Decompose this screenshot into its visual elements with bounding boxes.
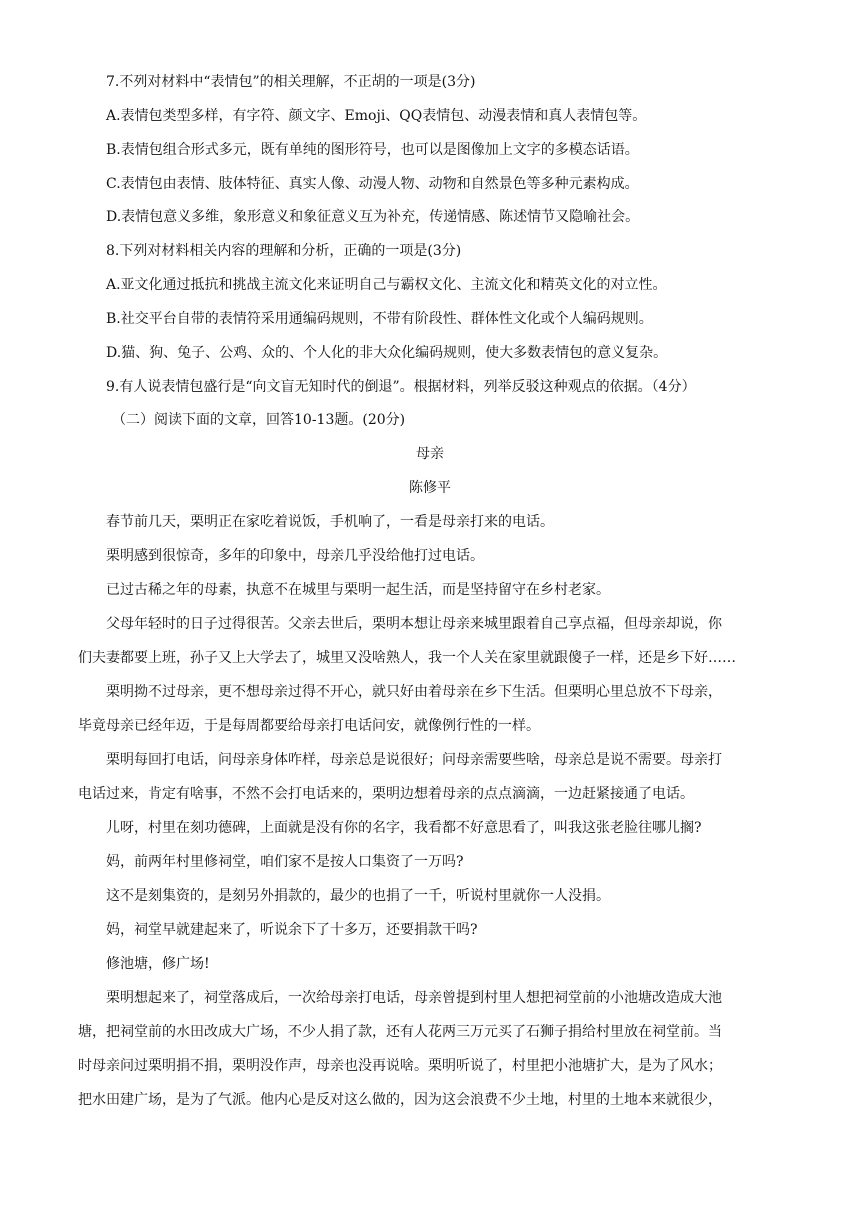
question-7: 7.不列对材料中“表情包”的相关理解，不正胡的一项是(3分) (106, 74, 476, 90)
question-8-option-d: D.猫、狗、兔子、公鸡、众的、个人化的非大众化编码规则，使大多数表情包的意义复杂。 (106, 345, 668, 361)
paragraph: 妈，祠堂早就建起来了，听说余下了十多万，还要捐款干吗? (106, 922, 478, 938)
paragraph-continuation: 时母亲问过栗明捐不捐，栗明没作声，母亲也没再说啥。栗明听说了，村里把小池塘扩大，是为了风水； (78, 1058, 722, 1074)
paragraph: 春节前几天，栗明正在家吃着说饭，手机响了，一看是母亲打来的电话。 (106, 514, 554, 530)
question-7-option-c: C.表情包由表情、肢体特征、真实人像、动漫人物、动物和自然景色等多种元素构成。 (106, 176, 639, 192)
paragraph-continuation: 电话过来，肯定有啥事，不然不会打电话来的，栗明边想着母亲的点点滴滴，一边赶紧接通了电话。 (78, 786, 694, 802)
section-2-heading: （二）阅读下面的文章，回答10-13题。(20分) (112, 412, 406, 428)
paragraph: 栗明想起来了，祠堂落成后，一次给母亲打电话，母亲曾提到村里人想把祠堂前的小池塘改造成大池 (106, 990, 722, 1006)
paragraph: 栗明每回打电话，问母亲身体咋样，母亲总是说很好；问母亲需要些啥，母亲总是说不需要。母亲打 (106, 752, 722, 768)
article-title: 母亲 (416, 446, 444, 462)
paragraph-continuation: 塘，把祠堂前的水田改成大广场，不少人捐了款，还有人花两三万元买了石狮子捐给村里放在祠堂前。当 (78, 1024, 722, 1040)
question-7-option-d: D.表情包意义多维，象形意义和象征意义互为补充，传递情感、陈述情节又隐喻社会。 (106, 209, 640, 225)
paragraph: 已过古稀之年的母素，执意不在城里与栗明一起生活，而是坚持留守在乡村老家。 (106, 582, 610, 598)
paragraph: 修池塘，修广场! (106, 956, 210, 972)
question-7-option-a: A.表情包类型多样，有字符、颜文字、Emoji、QQ表情包、动漫表情和真人表情包等。 (106, 108, 647, 124)
paragraph: 栗明感到很惊奇，多年的印象中，母亲几乎没给他打过电话。 (106, 548, 484, 564)
paragraph: 父母年轻时的日子过得很苦。父亲去世后，栗明本想让母亲来城里跟着自己享点福，但母亲却说，你 (106, 616, 722, 632)
paragraph: 儿呀，村里在刻功德碑，上面就是没有你的名字，我看都不好意思看了，叫我这张老脸往哪儿搁? (106, 820, 702, 836)
paragraph-continuation: 们夫妻都要上班，孙子又上大学去了，城里又没啥熟人，我一个人关在家里就跟傻子一样，还是乡下好…… (78, 650, 736, 666)
paragraph-continuation: 把水田建广场，是为了气派。他内心是反对这么做的，因为这会浪费不少土地，村里的土地本来就很少， (78, 1092, 722, 1108)
paragraph: 这不是刻集资的，是刻另外捐款的，最少的也捐了一千，听说村里就你一人没捐。 (106, 888, 610, 904)
question-7-option-b: B.表情包组合形式多元，既有单纯的图形符号，也可以是图像加上文字的多模态话语。 (106, 142, 639, 158)
question-8-option-a: A.亚文化通过抵抗和挑战主流文化来证明自己与霸权文化、主流文化和精英文化的对立性。 (106, 277, 667, 293)
paragraph-continuation: 毕竟母亲已经年迈，于是每周都要给母亲打电话问安，就像例行性的一样。 (78, 718, 540, 734)
question-9: 9.有人说表情包盛行是“向文盲无知时代的倒退”。根据材料，列举反驳这种观点的依据。（4分） (106, 379, 696, 395)
paragraph: 妈，前两年村里修祠堂，咱们家不是按人口集资了一万吗? (106, 854, 464, 870)
article-author: 陈修平 (409, 480, 451, 496)
paragraph: 栗明拗不过母亲，更不想母亲过得不开心，就只好由着母亲在乡下生活。但栗明心里总放不下母亲， (106, 684, 722, 700)
question-8-option-b: B.社交平台自带的表情符采用通编码规则，不带有阶段性、群体性文化或个人编码规则。 (106, 311, 653, 327)
question-8: 8.下列对材料相关内容的理解和分析，正确的一项是(3分) (106, 243, 462, 259)
